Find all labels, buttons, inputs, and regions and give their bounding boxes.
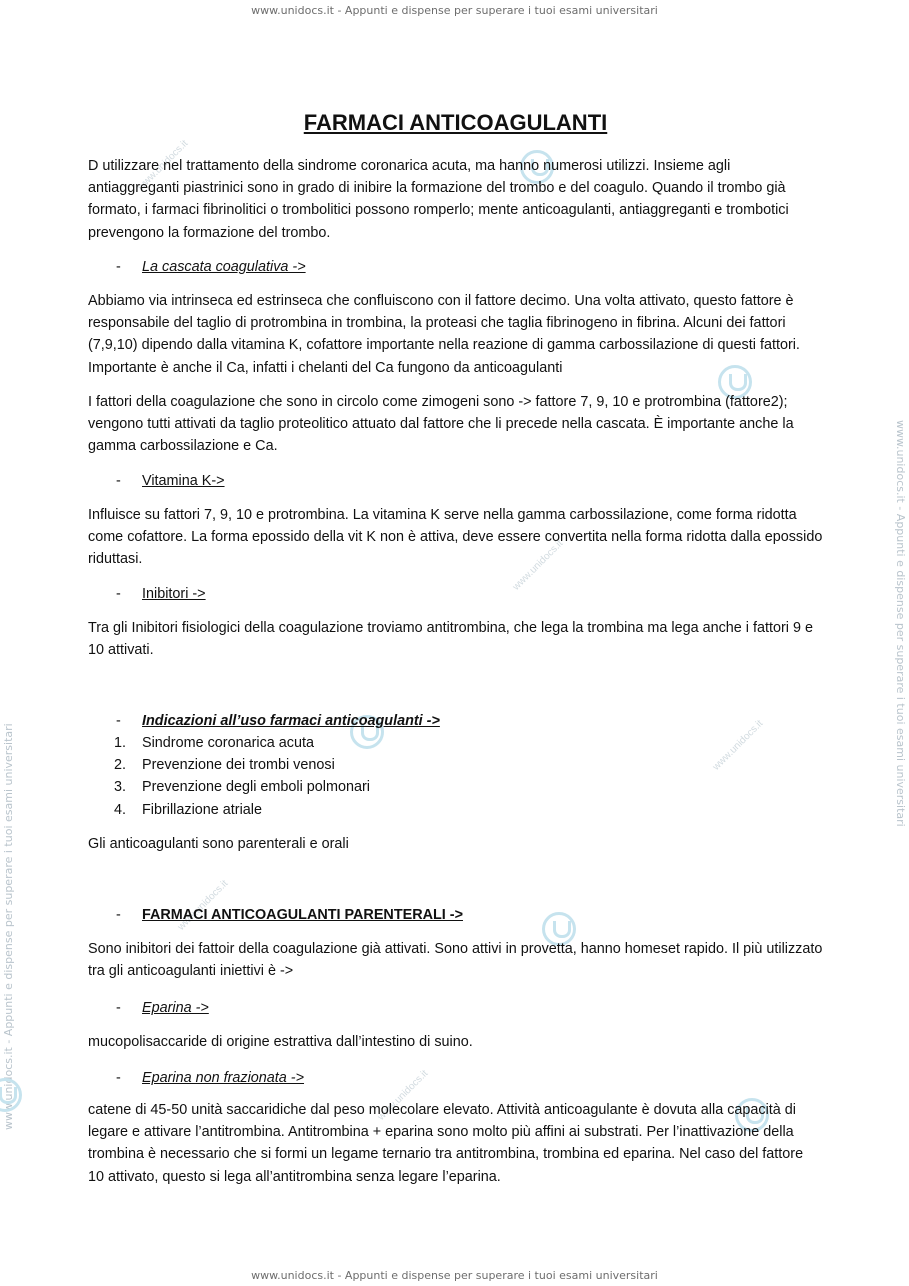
bullet-dash: - [116, 473, 121, 489]
heading-text: Indicazioni all’uso farmaci anticoagulanti -> [142, 713, 440, 729]
list-text: Prevenzione degli emboli polmonari [142, 779, 370, 796]
diagonal-watermark: www.unidocs.it [710, 718, 766, 773]
bullet-dash: - [116, 1070, 121, 1086]
section-heading-eparina [116, 997, 209, 1019]
list-item [88, 799, 370, 821]
list-item [88, 776, 370, 798]
heading-text: Eparina non frazionata -> [142, 1070, 305, 1086]
diagonal-watermark: www.unidocs.it [175, 878, 231, 933]
unidocs-logo-icon [0, 1078, 22, 1112]
vitamina-paragraph: Influisce su fattori 7, 9, 10 e protrombina. La vitamina K serve nella gamma carbossilazione, come forma ridotta come cofattore. La forma epossido della vit K non è attiva, deve essere convertita nella forma ridotta dalla epossido riduttasi. [88, 507, 823, 568]
list-item [88, 754, 370, 776]
diagonal-watermark: www.unidocs.it [375, 1068, 431, 1123]
indicazioni-list [88, 732, 370, 821]
list-item [88, 732, 370, 754]
section-heading-inibitori [116, 583, 206, 605]
indicazioni-note: Gli anticoagulanti sono parenterali e orali [88, 836, 349, 852]
footer-watermark: www.unidocs.it - Appunti e dispense per superare i tuoi esami universitari [251, 1269, 658, 1282]
heading-text: Eparina -> [142, 1000, 209, 1016]
inibitori-paragraph: Tra gli Inibitori fisiologici della coagulazione troviamo antitrombina, che lega la trombina ma lega anche i fattori 9 e 10 attivati. [88, 620, 813, 659]
heading-text: FARMACI ANTICOAGULANTI PARENTERALI -> [142, 907, 463, 923]
cascata-paragraph-2: I fattori della coagulazione che sono in circolo come zimogeni sono -> fattore 7, 9, 10 e protrombina (fattore2); vengono tutti attivati da taglio proteolitico attuato dal fattore che li precede nella cascata. È importante anche la gamma carbossilazione e Ca. [88, 394, 794, 455]
bullet-dash: - [116, 259, 121, 275]
heading-text: Vitamina K-> [142, 473, 225, 489]
eparina-paragraph: mucopolisaccaride di origine estrattiva dall’intestino di suino. [88, 1034, 473, 1050]
bullet-dash: - [116, 713, 121, 729]
cascata-paragraph-1: Abbiamo via intrinseca ed estrinseca che confluiscono con il fattore decimo. Una volta attivato, questo fattore è responsabile del taglio di protrombina in trombina, la proteasi che taglia fibrinogeno in fibrina. Alcuni dei fattori (7,9,10) dipendo dalla vitamina K, cofattore importante nella reazione di gamma carbossilazione di questi fattori. Importante è anche il Ca, infatti i chelanti del Ca fungono da anticoagulanti [88, 293, 800, 376]
intro-paragraph: D utilizzare nel trattamento della sindrome coronarica acuta, ma hanno numerosi utilizzi. Insieme agli antiaggreganti piastrinici sono in grado di inibire la formazione del trombo e del coagulo. Quando il trombo già formato, i farmaci fibrinolitici o trombolitici possono romperlo; mente anticoagulanti, antiaggreganti e trombotici prevengono la formazione del trombo. [88, 158, 789, 241]
section-heading-indicazioni [116, 710, 440, 732]
heading-text: La cascata coagulativa -> [142, 259, 306, 275]
left-side-watermark: www.unidocs.it - Appunti e dispense per superare i tuoi esami universitari [2, 723, 15, 1130]
list-number: 3. [114, 779, 127, 796]
list-text: Sindrome coronarica acuta [142, 735, 314, 751]
bullet-dash: - [116, 1000, 121, 1016]
header-watermark: www.unidocs.it - Appunti e dispense per superare i tuoi esami universitari [251, 4, 658, 17]
non-frazionata-paragraph: catene di 45-50 unità saccaridiche dal peso molecolare elevato. Attività anticoagulante è dovuta alla capacità di legare e attivare l’antitrombina. Antitrombina + eparina sono molto più affini ai substrati. Per l’inattivazione della trombina è necessario che si formi un legame ternario tra antitrombina, trombina ed eparina. Nel caso del fattore 10 attivato, questo si lega all’antitrombina senza legare l’eparina. [88, 1102, 804, 1185]
right-side-watermark: www.unidocs.it - Appunti e dispense per superare i tuoi esami universitari [894, 420, 907, 827]
list-number: 1. [114, 735, 127, 751]
bullet-dash: - [116, 586, 121, 602]
list-number: 2. [114, 757, 127, 774]
section-heading-parenterali [116, 904, 463, 926]
list-number: 4. [114, 801, 127, 818]
list-text: Prevenzione dei trombi venosi [142, 757, 335, 774]
diagonal-watermark: www.unidocs.it [510, 538, 566, 593]
parenterali-paragraph: Sono inibitori dei fattoir della coagulazione già attivati. Sono attivi in provetta, hanno homeset rapido. Il più utilizzato tra gli anticoagulanti iniettivi è -> [88, 941, 823, 980]
bullet-dash: - [116, 907, 121, 923]
list-text: Fibrillazione atriale [142, 801, 262, 818]
section-heading-cascata [116, 256, 306, 278]
section-heading-vitamina [116, 470, 225, 492]
section-heading-non-frazionata [116, 1067, 304, 1089]
diagonal-watermark: www.unidocs.it [135, 138, 191, 193]
heading-text: Inibitori -> [142, 586, 206, 602]
page-title: FARMACI ANTICOAGULANTI [303, 110, 608, 135]
